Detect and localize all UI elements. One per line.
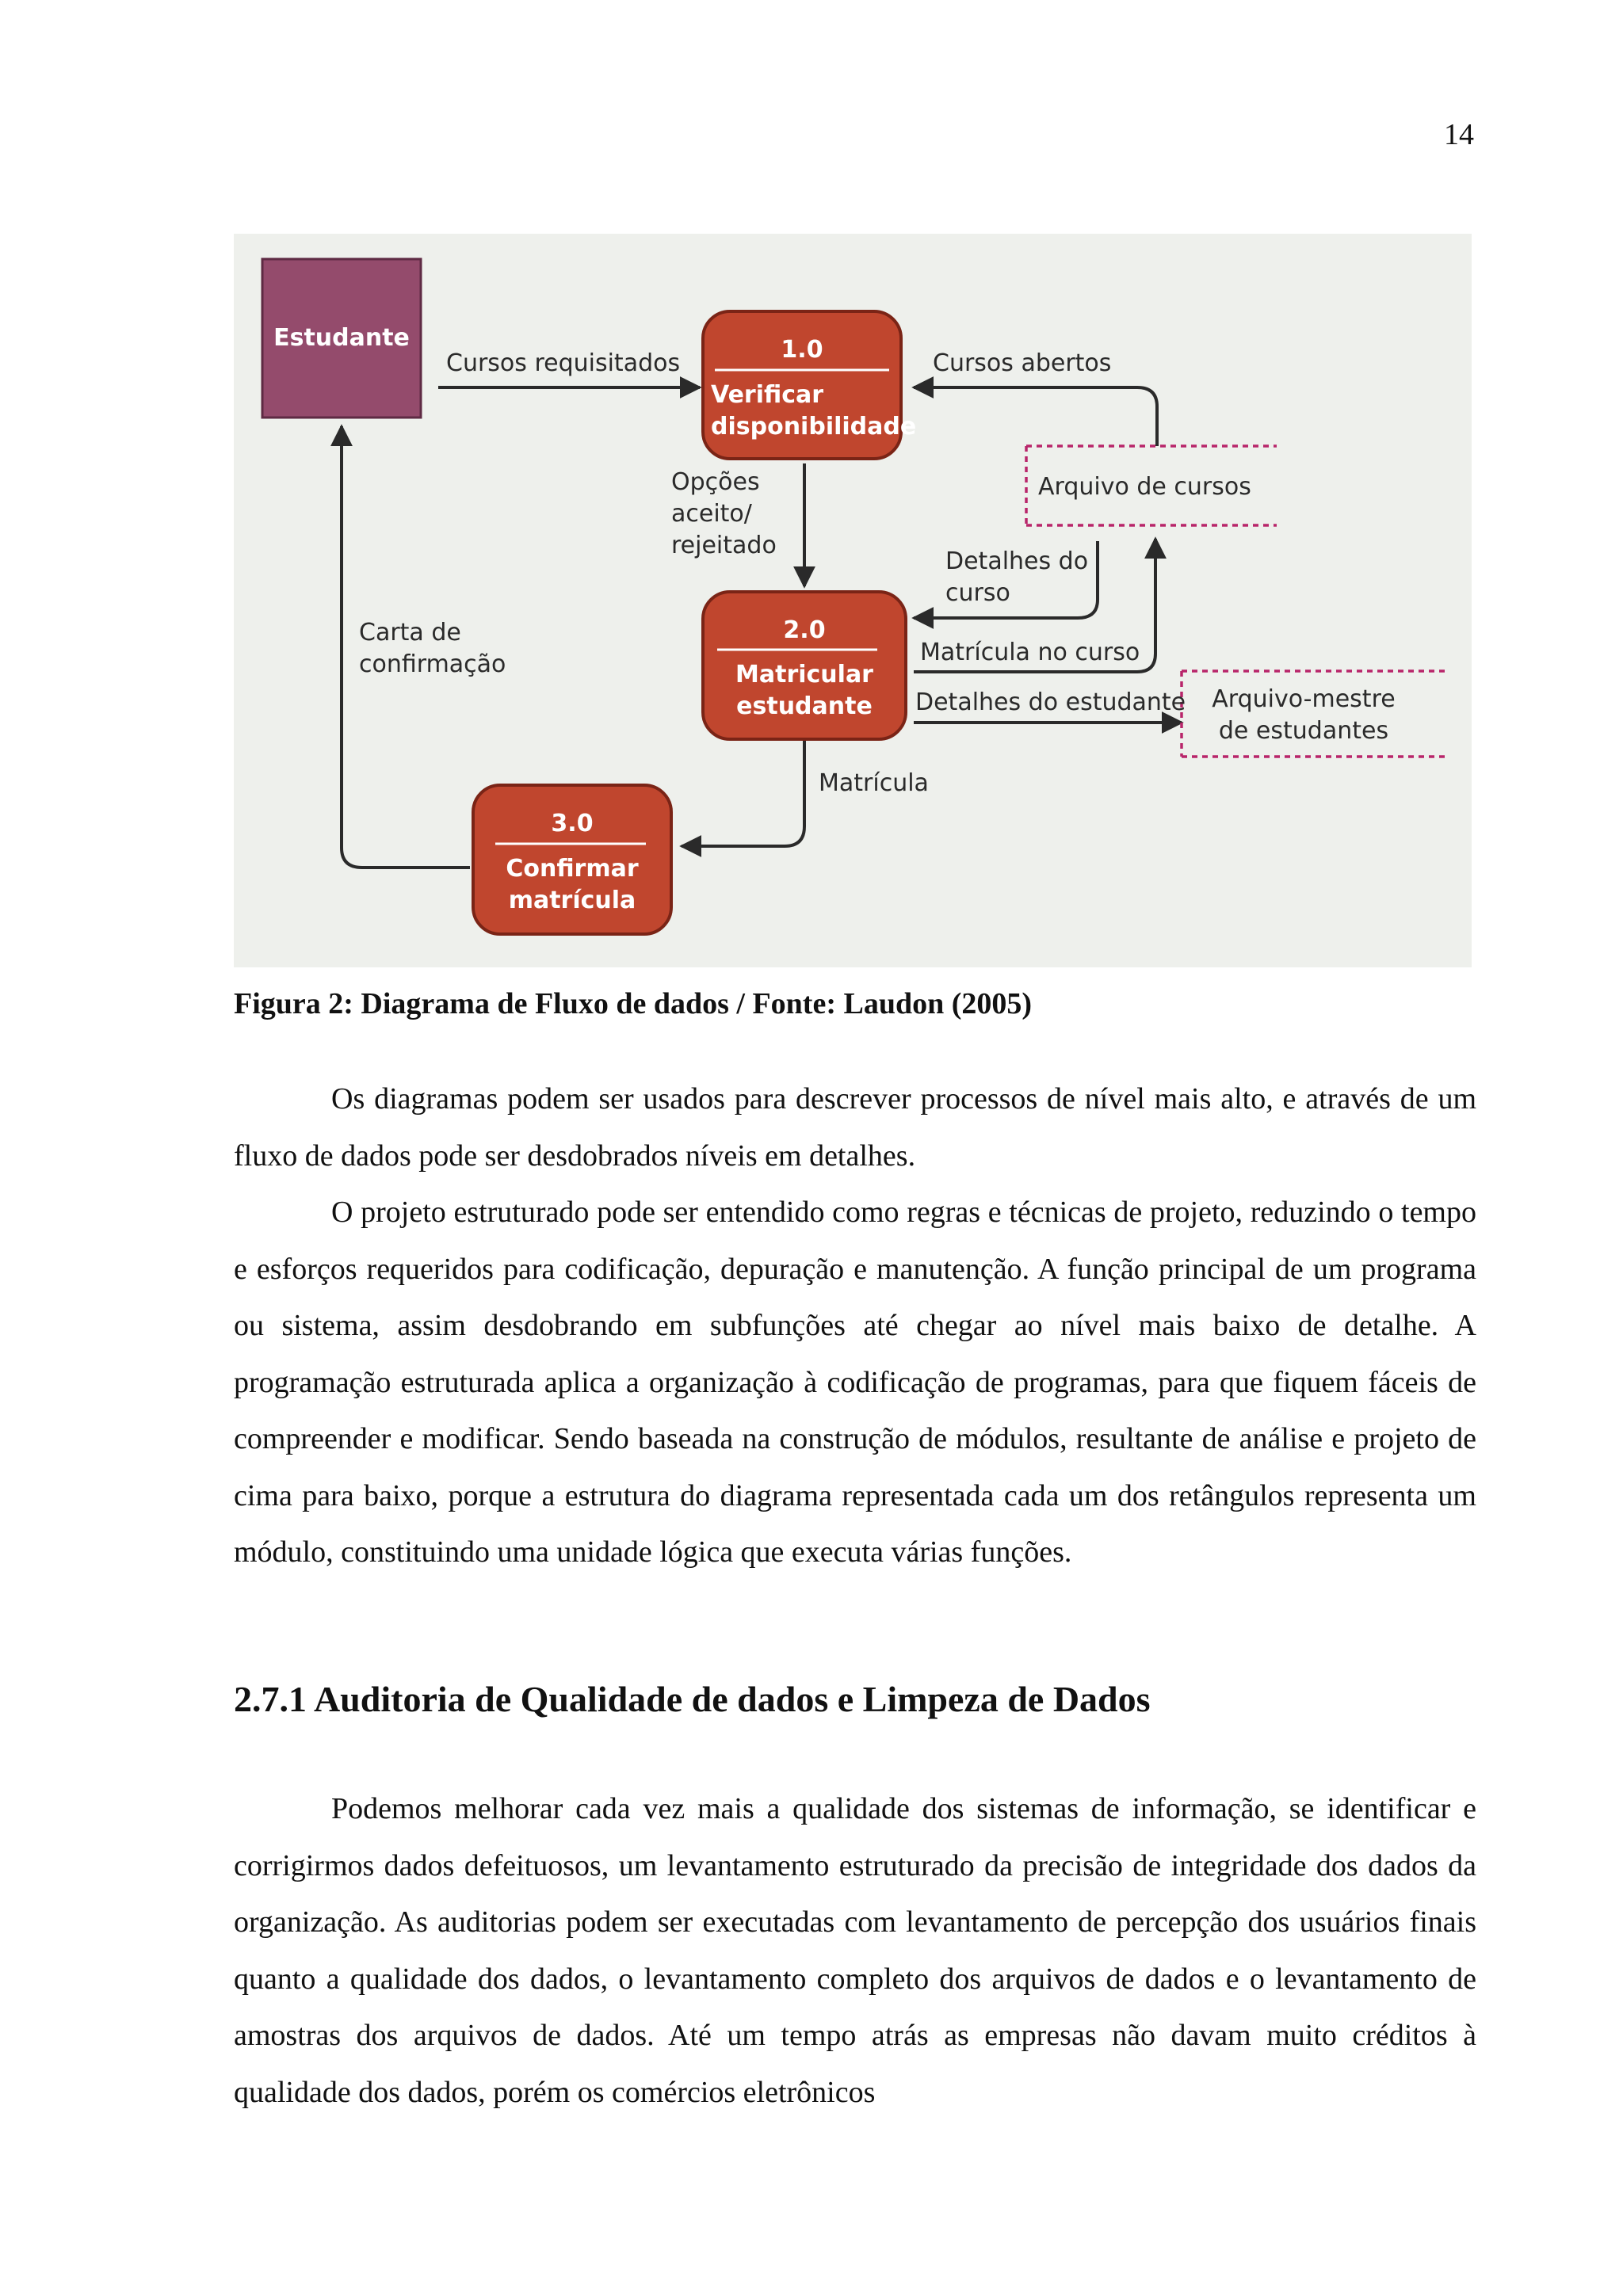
section-heading: 2.7.1 Auditoria de Qualidade de dados e Limpeza de Dados [234,1679,1151,1719]
process-2-id: 2.0 [783,616,826,644]
label-matricula-no-curso: Matrícula no curso [920,639,1140,666]
figure-caption: Figura 2: Diagrama de Fluxo de dados / Fonte: Laudon (2005) [234,987,1033,1020]
store-estudantes-line2: de estudantes [1218,717,1389,745]
process-3-id: 3.0 [551,810,594,837]
store-estudantes-line1: Arquivo-mestre [1212,685,1396,713]
process-1-id: 1.0 [781,336,823,364]
label-carta-1: Carta de [359,619,461,646]
label-opcoes-3: rejeitado [671,532,777,559]
data-flow-diagram [234,234,1472,967]
process-1-line2: disponibilidade [711,413,917,441]
section-paragraph: Podemos melhorar cada vez mais a qualidade dos sistemas de informação, se identificar e corrigirmos dados defeituosos, um levantamento estruturado da precisão de integridade dos dados da organização. As auditorias podem ser executadas com levantamento de percepção dos usuários finais quanto a qualidade dos dados, o levantamento completo dos arquivos de dados e o levantamento de amostras dos arquivos de dados. Até um tempo atrás as empresas não davam muito créditos à qualidade dos dados, porém os comércios eletrônicos [234,1792,1476,2109]
paragraph-1: Os diagramas podem ser usados para descrever processos de nível mais alto, e através de um fluxo de dados pode ser desdobrados níveis em detalhes. [234,1082,1476,1173]
diagram-canvas [234,234,1472,967]
label-detalhes-curso-2: curso [945,579,1010,607]
label-carta-2: confirmação [359,650,506,678]
label-detalhes-estudante: Detalhes do estudante [915,688,1186,716]
page-number: 14 [1444,118,1474,151]
label-detalhes-curso-1: Detalhes do [945,547,1089,575]
flow-arrow-carta-confirmacao [342,426,470,868]
label-matricula: Matrícula [819,769,929,797]
flow-arrow-cursos-abertos [914,387,1157,446]
store-cursos-label: Arquivo de cursos [1038,473,1251,501]
process-2-line2: estudante [736,692,873,720]
flow-arrow-matricula [682,737,804,846]
label-cursos-requisitados: Cursos requisitados [446,349,681,377]
process-3-line1: Confirmar [506,855,639,883]
entity-estudante-label: Estudante [273,324,410,352]
paragraph-2: O projeto estruturado pode ser entendido como regras e técnicas de projeto, reduzindo o tempo e esforços requeridos para codificação, depuração e manutenção. A função principal de um programa ou sistema, assim desdobrando em subfunções até chegar ao nível mais baixo de detalhe. A programação estruturada aplica a organização à codificação de programas, para que fiquem fáceis de compreender e modificar. Sendo baseada na construção de módulos, resultante de análise e projeto de cima para baixo, porque a estrutura do diagrama representada cada um dos retângulos representa um módulo, constituindo uma unidade lógica que executa várias funções. [234,1196,1476,1569]
label-opcoes-1: Opções [671,468,760,496]
process-1-line1: Verificar [711,381,824,409]
process-2-line1: Matricular [735,661,873,688]
label-opcoes-2: aceito/ [671,500,752,528]
process-3-line2: matrícula [508,887,636,914]
label-cursos-abertos: Cursos abertos [933,349,1112,377]
